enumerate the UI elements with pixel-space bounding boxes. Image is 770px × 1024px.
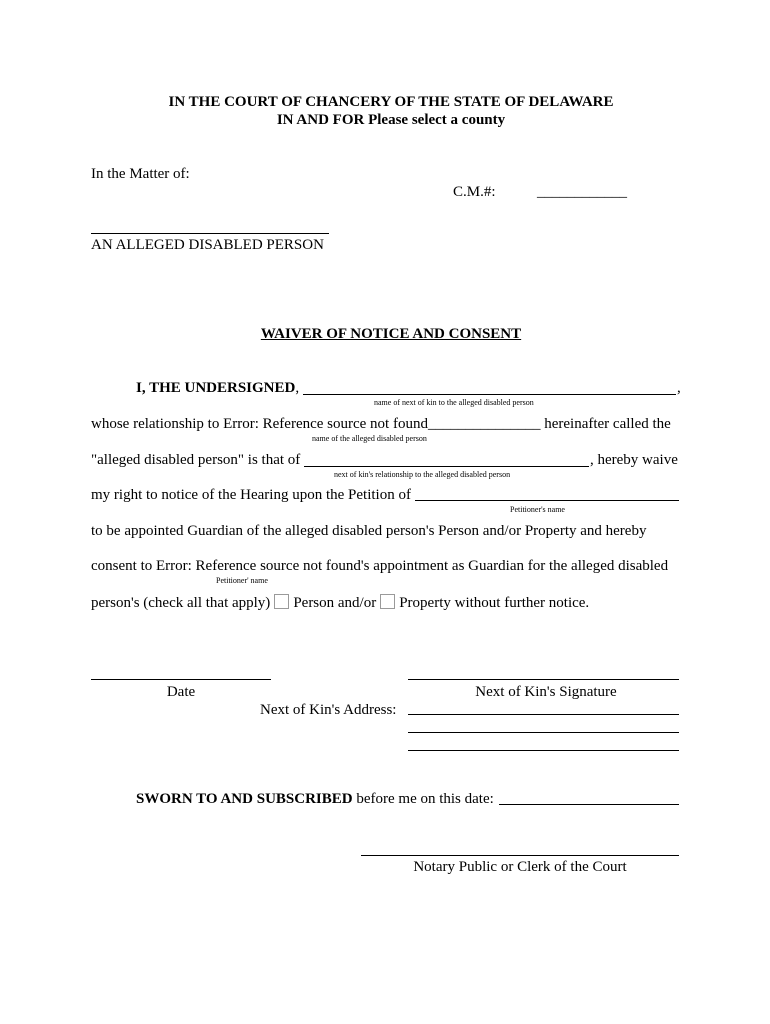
relationship-text: whose relationship to Error: Reference source not found_______________ hereinafter called the (91, 416, 671, 432)
undersigned-line (136, 380, 299, 397)
notary-label: Notary Public or Clerk of the Court (413, 859, 627, 875)
notary-signature-line[interactable] (361, 855, 679, 856)
kin-address-line-2[interactable] (408, 732, 679, 733)
cm-number-field[interactable]: ____________ (537, 184, 627, 200)
undersigned-comma: , (295, 380, 300, 396)
hint-petitioner-name: Petitioner's name (510, 505, 565, 514)
consent-text: consent to Error: Reference source not found's appointment as Guardian for the alleged disabled (91, 558, 669, 574)
kin-address-line-3[interactable] (408, 750, 679, 751)
person-option-label: Person and/or (293, 595, 377, 611)
property-option-label: Property without further notice. (399, 595, 590, 611)
document-title-text: WAIVER OF NOTICE AND CONSENT (260, 326, 522, 342)
alleged-after: , hereby waive (590, 452, 678, 468)
court-heading-line1: IN THE COURT OF CHANCERY OF THE STATE OF DELAWARE (168, 94, 614, 110)
kin-address-line-1[interactable] (408, 714, 679, 715)
undersigned-label: I, THE UNDERSIGNED (136, 380, 296, 396)
hint-disabled-person-name: name of the alleged disabled person (312, 434, 427, 443)
party-label: AN ALLEGED DISABLED PERSON (91, 237, 324, 253)
sworn-rest-text: before me on this date: (352, 791, 494, 807)
check-prefix: person's (check all that apply) (91, 595, 271, 611)
sworn-bold-text: SWORN TO AND SUBSCRIBED (136, 791, 353, 807)
sworn-date-field[interactable] (499, 804, 679, 805)
date-label: Date (166, 684, 196, 700)
next-of-kin-name-field[interactable] (303, 394, 676, 395)
hint-petitioner-name-2: Petitioner' name (216, 576, 268, 585)
court-heading-line2: IN AND FOR Please select a county (276, 112, 506, 128)
document-title (0, 326, 770, 343)
hint-relationship: next of kin's relationship to the alleged disabled person (334, 470, 511, 479)
undersigned-line-comma: , (677, 380, 681, 396)
cm-label: C.M.#: (453, 184, 496, 200)
petitioner-name-field[interactable] (415, 500, 679, 501)
matter-name-line[interactable] (91, 233, 329, 234)
alleged-text: "alleged disabled person" is that of (91, 452, 301, 468)
property-checkbox[interactable] (380, 594, 395, 609)
sworn-line (136, 791, 494, 808)
check-line (91, 594, 589, 612)
guardian-text: to be appointed Guardian of the alleged disabled person's Person and/or Property and hereby (91, 523, 647, 539)
person-checkbox[interactable] (274, 594, 289, 609)
date-line[interactable] (91, 679, 271, 680)
hint-next-of-kin-name: name of next of kin to the alleged disabled person (374, 398, 534, 407)
kin-signature-line[interactable] (408, 679, 679, 680)
kin-signature-label: Next of Kin's Signature (475, 684, 617, 700)
notice-text: my right to notice of the Hearing upon the Petition of (91, 487, 411, 503)
relationship-field[interactable] (304, 466, 589, 467)
matter-label: In the Matter of: (91, 166, 190, 182)
kin-address-label: Next of Kin's Address: (260, 702, 397, 718)
